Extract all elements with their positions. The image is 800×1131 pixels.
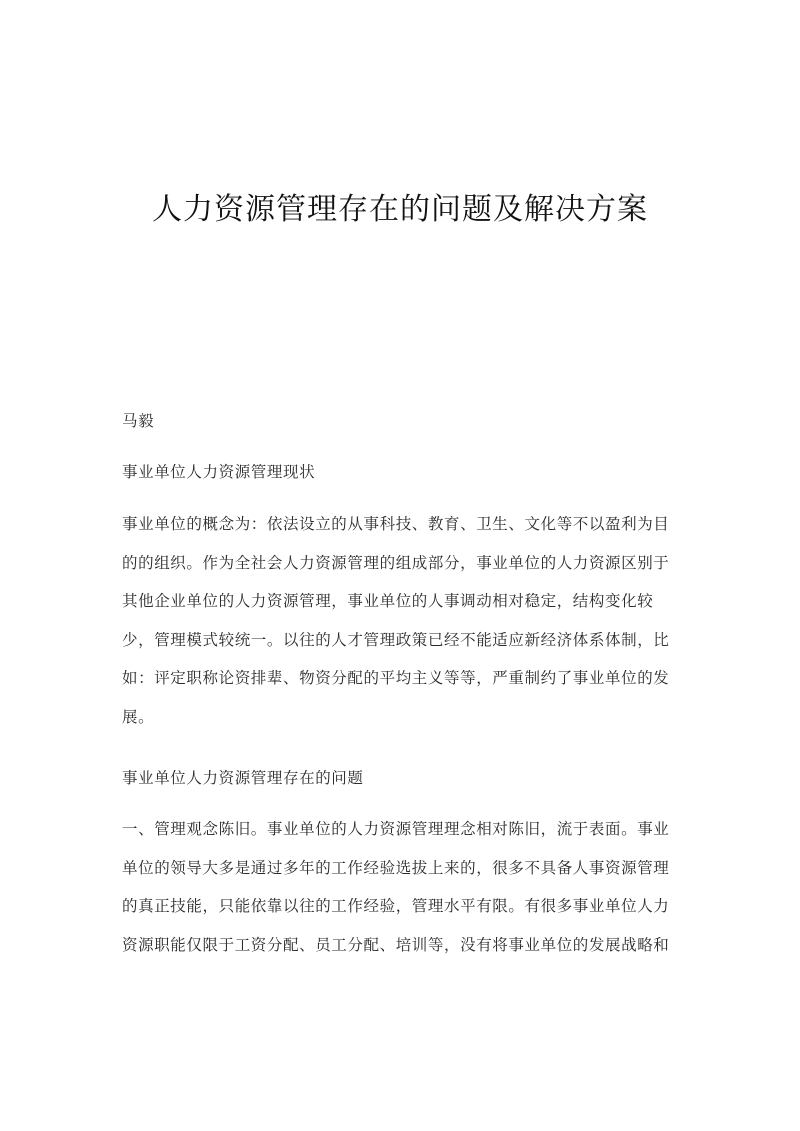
paragraph-problems: 一、管理观念陈旧。事业单位的人力资源管理理念相对陈旧，流于表面。事业单位的领导大多是通过多年的工作经验选拔上来的，很多不具备人事资源管理的真正技能，只能依靠以往的工作经验，管理水平有限。有很多事业单位人力资源职能仅限于工资分配、员工分配、培训等，没有将事业单位的发展战略和	[122, 820, 670, 954]
section-heading-current-status: 事业单位人力资源管理现状	[122, 463, 316, 481]
section-heading-problems: 事业单位人力资源管理存在的问题	[122, 769, 364, 787]
paragraph-current-status: 事业单位的概念为：依法设立的从事科技、教育、卫生、文化等不以盈利为目的的组织。作为全社会人力资源管理的组成部分，事业单位的人力资源区别于其他企业单位的人力资源管理，事业单位的人事调动相对稳定，结构变化较少，管理模式较统一。以往的人才管理政策已经不能适应新经济体系体制，比如：评定职称论资排辈、物资分配的平均主义等等，严重制约了事业单位的发展。	[122, 515, 670, 726]
document-title: 人力资源管理存在的问题及解决方案	[152, 192, 648, 227]
author-name: 马毅	[122, 412, 155, 430]
